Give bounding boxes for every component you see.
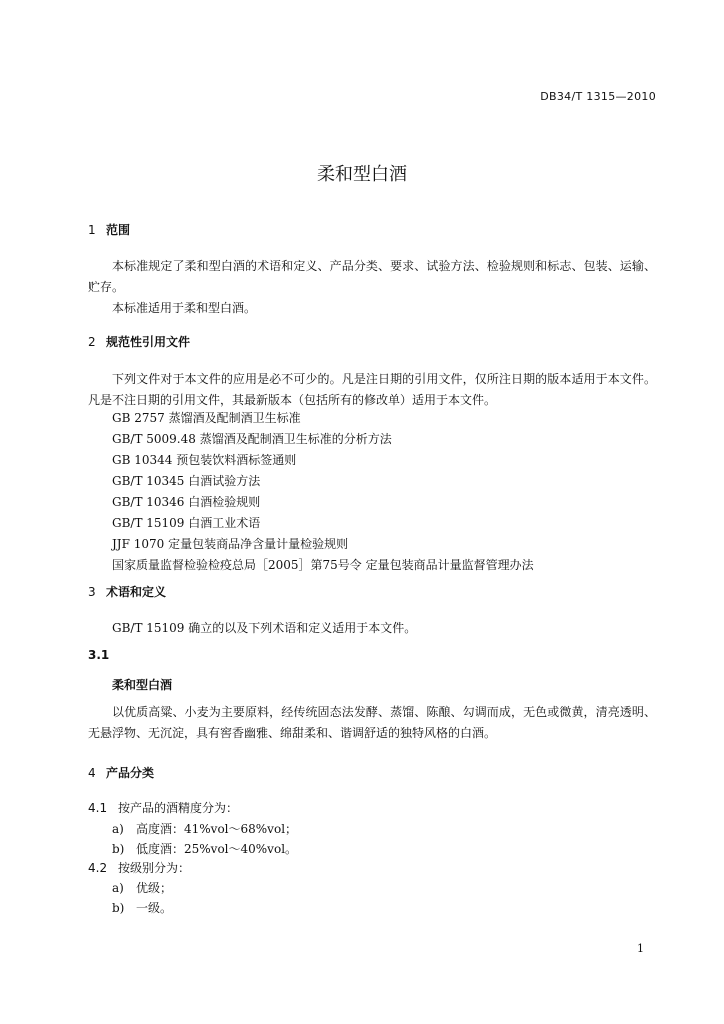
clause-4-1 [88, 799, 238, 816]
list-marker: b) [112, 842, 125, 856]
section-3-heading [88, 583, 166, 600]
section-4-number: 4 [88, 766, 96, 780]
list-marker: a) [112, 881, 124, 895]
list-text: 优级； [136, 881, 173, 895]
clause-4-2 [88, 859, 190, 876]
section-1-paragraph-1: 本标准规定了柔和型白酒的术语和定义、产品分类、要求、试验方法、检验规则和标志、包装、运输、贮存。 [88, 259, 656, 294]
term-name: 柔和型白酒 [112, 678, 173, 692]
reference-item: GB/T 5009.48 蒸馏酒及配制酒卫生标准的分析方法 [112, 432, 392, 446]
section-3-title: 术语和定义 [106, 585, 167, 599]
section-3-number: 3 [88, 585, 96, 599]
reference-item: GB 2757 蒸馏酒及配制酒卫生标准 [112, 411, 301, 425]
term-definition: 以优质高粱、小麦为主要原料，经传统固态法发酵、蒸馏、陈酿、勾调而成，无色或微黄，清亮透明、无悬浮物、无沉淀，具有窖香幽雅、绵甜柔和、谐调舒适的独特风格的白酒。 [88, 705, 656, 740]
list-text: 一级。 [136, 901, 173, 915]
section-2-title: 规范性引用文件 [106, 335, 191, 349]
clause-number: 4.2 [88, 861, 108, 875]
section-1-number: 1 [88, 223, 96, 237]
reference-item: JJF 1070 定量包装商品净含量计量检验规则 [112, 537, 349, 551]
section-1-paragraph-2: 本标准适用于柔和型白酒。 [112, 301, 257, 315]
section-3-intro: GB/T 15109 确立的以及下列术语和定义适用于本文件。 [112, 621, 417, 635]
page-number: 1 [637, 942, 644, 955]
clause-number: 4.1 [88, 801, 108, 815]
subsection-number: 3.1 [88, 648, 110, 662]
reference-item: GB 10344 预包装饮料酒标签通则 [112, 453, 297, 467]
clause-text: 按产品的酒精度分为： [118, 801, 239, 815]
section-2-heading [88, 333, 190, 350]
clause-text: 按级别分为： [118, 861, 191, 875]
list-item [112, 899, 172, 916]
reference-item: GB/T 15109 白酒工业术语 [112, 516, 261, 530]
section-2-number: 2 [88, 335, 96, 349]
document-title: 柔和型白酒 [317, 164, 407, 185]
standard-code: DB34/T 1315—2010 [540, 90, 656, 103]
list-marker: a) [112, 822, 124, 836]
reference-item: GB/T 10346 白酒检验规则 [112, 495, 261, 509]
section-4-heading [88, 764, 154, 781]
list-text: 高度酒：41%vol～68%vol； [136, 822, 298, 836]
reference-item: GB/T 10345 白酒试验方法 [112, 474, 261, 488]
section-1-heading [88, 221, 130, 238]
list-item [112, 879, 172, 896]
section-1-title: 范围 [106, 223, 131, 237]
section-4-title: 产品分类 [106, 766, 155, 780]
list-item [112, 820, 297, 837]
list-marker: b) [112, 901, 125, 915]
reference-item: 国家质量监督检验检疫总局［2005］第75号令 定量包装商品计量监督管理办法 [112, 558, 534, 572]
section-2-intro: 下列文件对于本文件的应用是必不可少的。凡是注日期的引用文件，仅所注日期的版本适用于本文件。凡是不注日期的引用文件，其最新版本（包括所有的修改单）适用于本文件。 [88, 372, 656, 407]
list-item [112, 840, 297, 857]
list-text: 低度酒：25%vol～40%vol。 [136, 842, 298, 856]
